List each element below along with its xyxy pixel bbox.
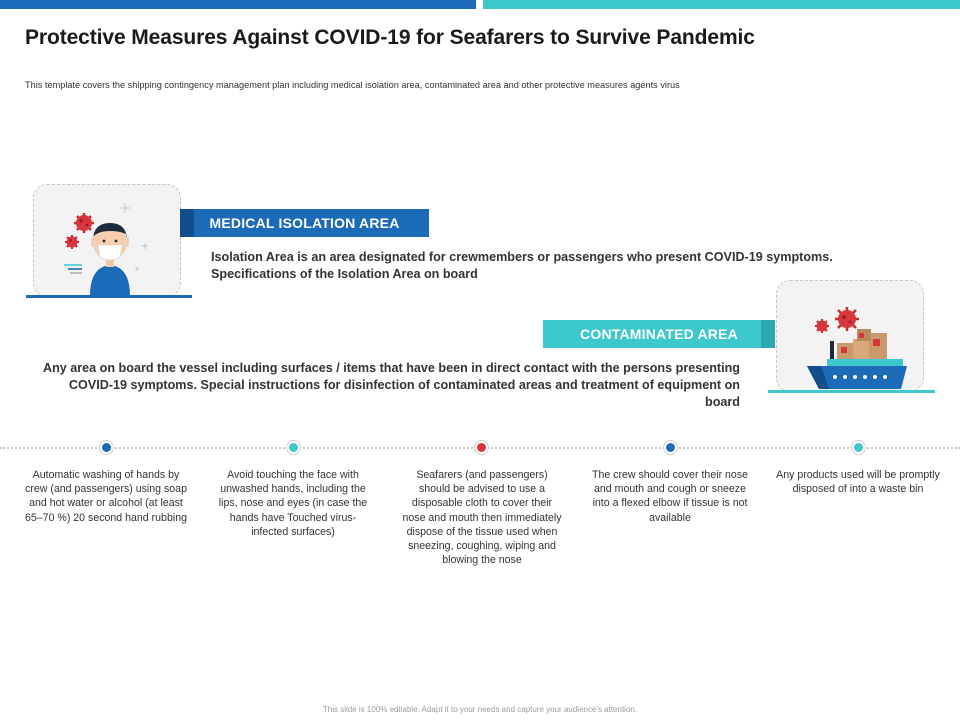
page-subtitle: This template covers the shipping contingency management plan including medical isolation area, contaminated area and other protective measures agents virus — [25, 80, 680, 90]
measure-cover-cough: The crew should cover their nose and mouth and cough or sneeze into a flexed elbow if tissue is not available — [591, 469, 749, 524]
measure-hand-washing: Automatic washing of hands by crew (and passengers) using soap and hot water or alcohol (at least 65–70 %) 20 second hand rubbing — [25, 469, 187, 524]
timeline-dot — [99, 440, 114, 455]
medical-isolation-description: Isolation Area is an area designated for crewmembers or passengers who present COVID-19 symptoms. Specifications of the Isolation Area on board — [211, 250, 833, 281]
contaminated-icon-card — [776, 280, 924, 392]
medical-isolation-label-text: MEDICAL ISOLATION AREA — [209, 215, 400, 231]
isolation-icon-base — [26, 295, 192, 298]
measure-waste-disposal: Any products used will be promptly disposed of into a waste bin — [776, 469, 940, 496]
contaminated-area-description: Any area on board the vessel including surfaces / items that have been in direct contact with the persons presenting COVID-19 symptoms. Special instructions for disinfection of contaminated areas and treatment of equipment on board — [42, 361, 740, 409]
top-accent-bar-blue — [0, 0, 476, 9]
contaminated-icon-base — [768, 390, 935, 393]
medical-isolation-label — [180, 209, 429, 237]
masked-crew-icon — [34, 185, 182, 298]
measure-disposable-cloth: Seafarers (and passengers) should be advised to use a disposable cloth to cover their nose and mouth then immediately dispose of the tissue used when sneezing, coughing, wiping and blowing the nose — [402, 469, 562, 567]
timeline-dot — [474, 440, 489, 455]
timeline-dot — [286, 440, 301, 455]
top-accent-bar-teal — [483, 0, 960, 9]
timeline-dot — [663, 440, 678, 455]
contaminated-area-label — [543, 320, 775, 348]
page-title: Protective Measures Against COVID-19 for Seafarers to Survive Pandemic — [25, 26, 755, 49]
contaminated-area-label-text: CONTAMINATED AREA — [580, 326, 738, 342]
isolation-icon-card — [33, 184, 181, 297]
measure-avoid-touching-face: Avoid touching the face with unwashed hands, including the lips, nose and eyes (in case the hands have Touched virus- infected surfaces) — [218, 469, 368, 538]
cargo-ship-virus-icon — [777, 281, 925, 393]
footer-note: This slide is 100% editable. Adapt it to your needs and capture your audience's attention. — [322, 705, 638, 714]
timeline-dot — [851, 440, 866, 455]
